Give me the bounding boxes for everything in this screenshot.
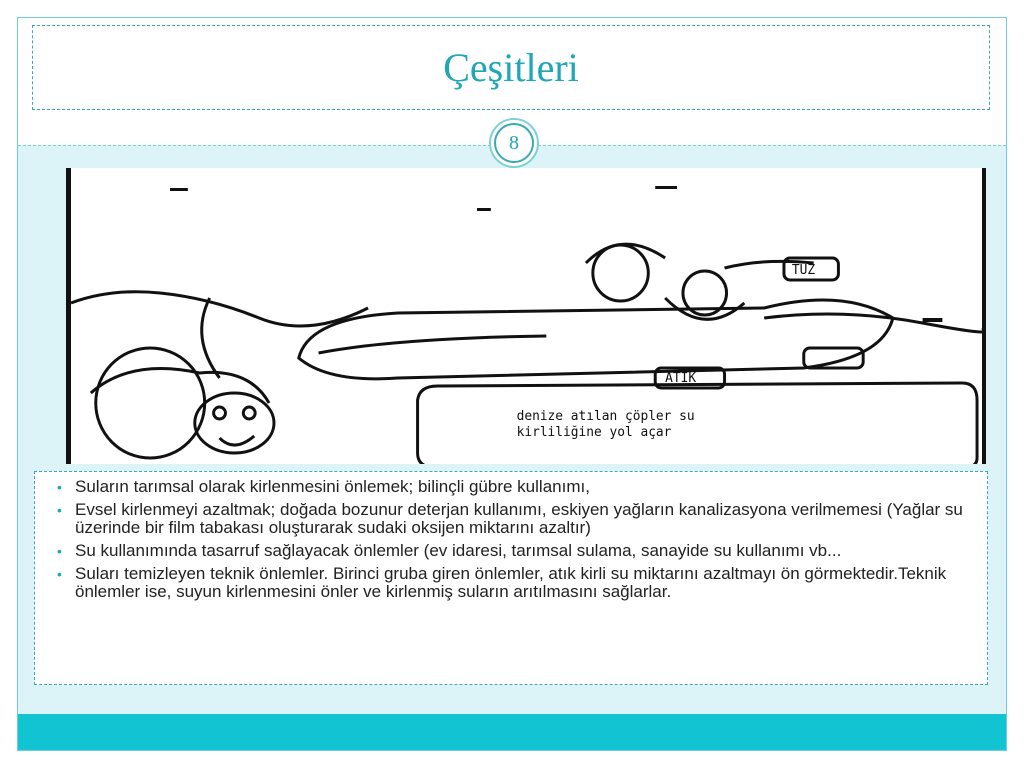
person-eye: [214, 407, 226, 419]
bullet-text-box: [34, 471, 988, 685]
barrel-label: TUZ: [791, 262, 816, 279]
cartoon-illustration: [66, 168, 986, 464]
boat-hull: [299, 300, 893, 379]
page-number: 8: [494, 123, 534, 163]
title-box: [32, 25, 990, 110]
page-number-badge: [489, 118, 539, 168]
bullet-item: [57, 542, 971, 560]
person-mouth: [220, 436, 255, 445]
bullet-dot-icon: •: [57, 566, 62, 582]
bullet-list: [57, 478, 971, 601]
cartoon-drawing: [71, 168, 982, 464]
rower-hair: [586, 244, 665, 263]
rower-head: [593, 245, 648, 301]
wave-line: [71, 292, 368, 326]
slide-title: Çeşitleri: [443, 45, 579, 90]
bullet-item: [57, 501, 971, 537]
wave-line: [202, 298, 220, 378]
boat-stripe: [319, 336, 547, 353]
slide: [17, 17, 1007, 751]
bullet-item: [57, 565, 971, 601]
bullet-text: Su kullanımında tasarruf sağlayacak önlemler (ev idaresi, tarımsal sulama, sanayide su kullanımı vb...: [75, 541, 842, 560]
speech-bubble: [418, 383, 977, 464]
footer-band: [18, 714, 1006, 750]
wave-line: [764, 314, 982, 332]
person-hair: [91, 369, 269, 404]
bullet-dot-icon: •: [57, 543, 62, 559]
bullet-text: Evsel kirlenmeyi azaltmak; doğada bozunur deterjan kullanımı, eskiyen yağların kanalizasyona verilmemesi (Yağlar su üzerinde bir film tabakası oluşturarak sudaki oksijen miktarını azaltır): [75, 500, 963, 537]
boat-label: ATIK: [665, 370, 697, 387]
speech-bubble-line-1: denize atılan çöpler su: [516, 408, 695, 425]
debris-mark: [477, 208, 491, 211]
bullet-dot-icon: •: [57, 502, 62, 518]
speech-bubble-line-2: kirliliğine yol açar: [516, 424, 672, 441]
debris-mark: [923, 318, 943, 322]
debris-mark: [170, 188, 188, 191]
debris-mark: [655, 186, 677, 189]
bullet-dot-icon: •: [57, 479, 62, 495]
bullet-item: [57, 478, 971, 496]
bullet-text: Suları temizleyen teknik önlemler. Birinci gruba giren önlemler, atık kirli su miktarını azaltmayı ön görmektedir.Teknik önlemler ise, suyun kirlenmesini önler ve kirlenmiş suların arıtılmasını sağlarlar.: [75, 564, 947, 601]
barrel: [804, 348, 863, 368]
person-head-outline: [96, 348, 205, 458]
bullet-text: Suların tarımsal olarak kirlenmesini önlemek; bilinçli gübre kullanımı,: [75, 477, 590, 496]
person-eye: [243, 407, 255, 419]
